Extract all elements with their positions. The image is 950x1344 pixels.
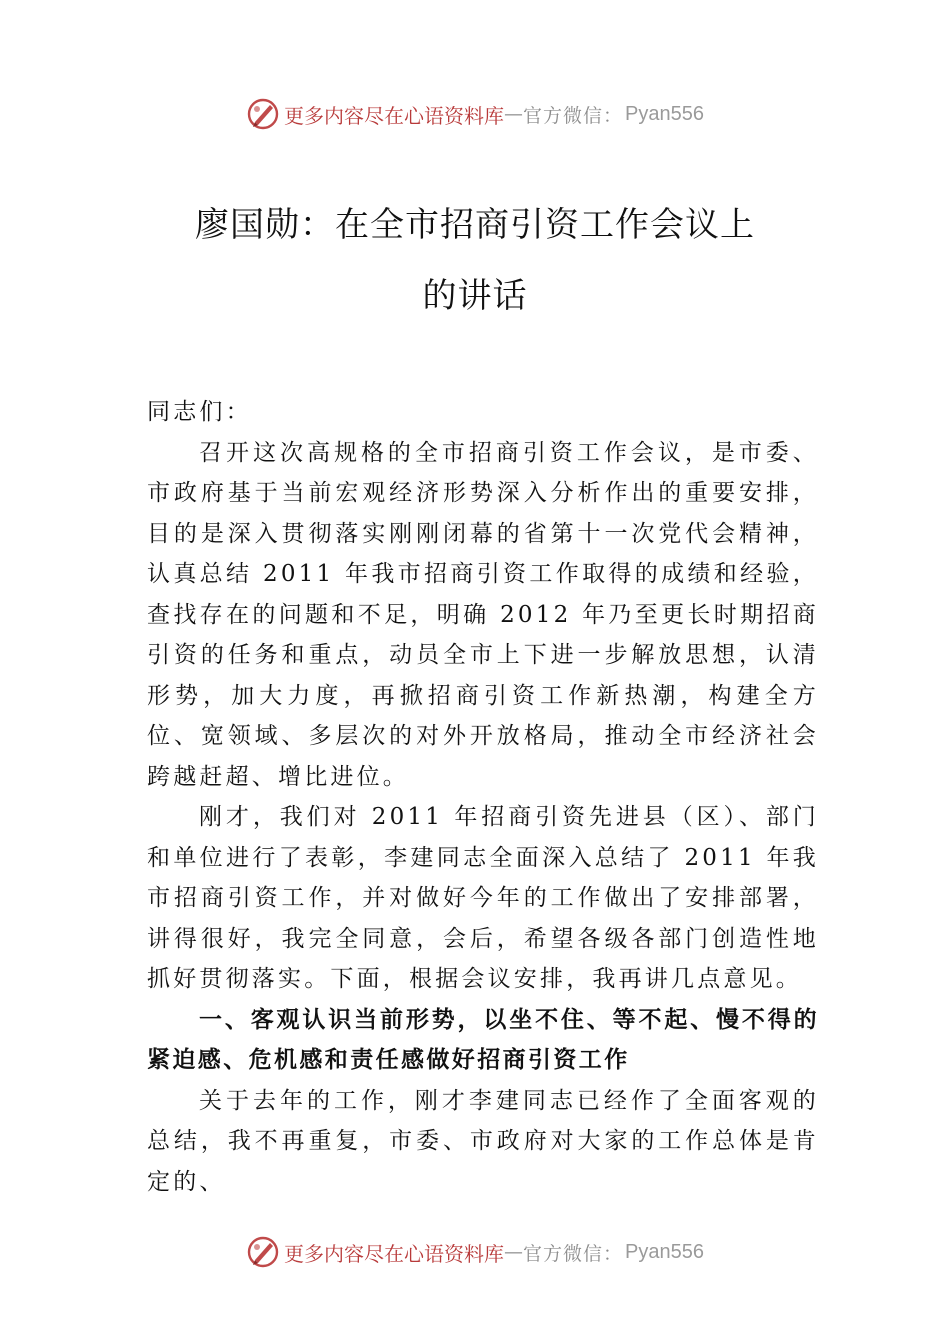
banner-brand-text: 更多内容尽在心语资料库 xyxy=(284,1241,504,1266)
footer-banner xyxy=(0,1232,950,1272)
salutation: 同志们： xyxy=(147,399,252,425)
header-banner xyxy=(0,94,950,134)
body-paragraph-3: 关于去年的工作，刚才李建同志已经作了全面客观的总结，我不再重复，市委、市政府对大家的工作总体是肯定的、 xyxy=(147,1087,819,1195)
pen-circle-logo-icon xyxy=(246,97,280,131)
banner-separator: — xyxy=(504,103,523,125)
banner-brand-text: 更多内容尽在心语资料库 xyxy=(284,103,504,128)
banner-wechat-id: Pyan556 xyxy=(625,1240,704,1263)
banner-wechat-label: 官方微信： xyxy=(523,1242,624,1265)
banner-wechat-id: Pyan556 xyxy=(625,102,704,125)
section-heading-1: 一、客观认识当前形势，以坐不住、等不起、慢不得的 紧迫感、危机感和责任感做好招商引资工作 xyxy=(147,1005,819,1073)
document-body xyxy=(147,392,819,1202)
banner-wechat-label: 官方微信： xyxy=(523,104,624,127)
body-paragraph-1: 召开这次高规格的全市招商引资工作会议，是市委、市政府基于当前宏观经济形势深入分析作出的重要安排，目的是深入贯彻落实刚刚闭幕的省第十一次党代会精神，认真总结 2011 年我市招商引资工作取得的成绩和经验，查找存在的问题和不足，明确 2012 年乃至更长时期招商引资的任务和重点，动员全市上下进一步解放思想，认清形势，加大力度，再掀招商引资工作新热潮，构建全方位、宽领域、多层次的对外开放格局，推动全市经济社会跨越赶超、增比进位。 xyxy=(147,439,819,790)
document-title-line2: 的讲话 xyxy=(422,276,528,316)
pen-circle-logo-icon xyxy=(246,1235,280,1269)
body-paragraph-2: 刚才，我们对 2011 年招商引资先进县（区）、部门和单位进行了表彰，李建同志全面深入总结了 2011 年我市招商引资工作，并对做好今年的工作做出了安排部署，讲得很好，我完全同意，会后，希望各级各部门创造性地抓好贯彻落实。下面，根据会议安排，我再讲几点意见。 xyxy=(147,804,819,992)
banner-separator: — xyxy=(504,1241,523,1263)
document-title-line1: 廖国勋：在全市招商引资工作会议上 xyxy=(195,205,755,245)
